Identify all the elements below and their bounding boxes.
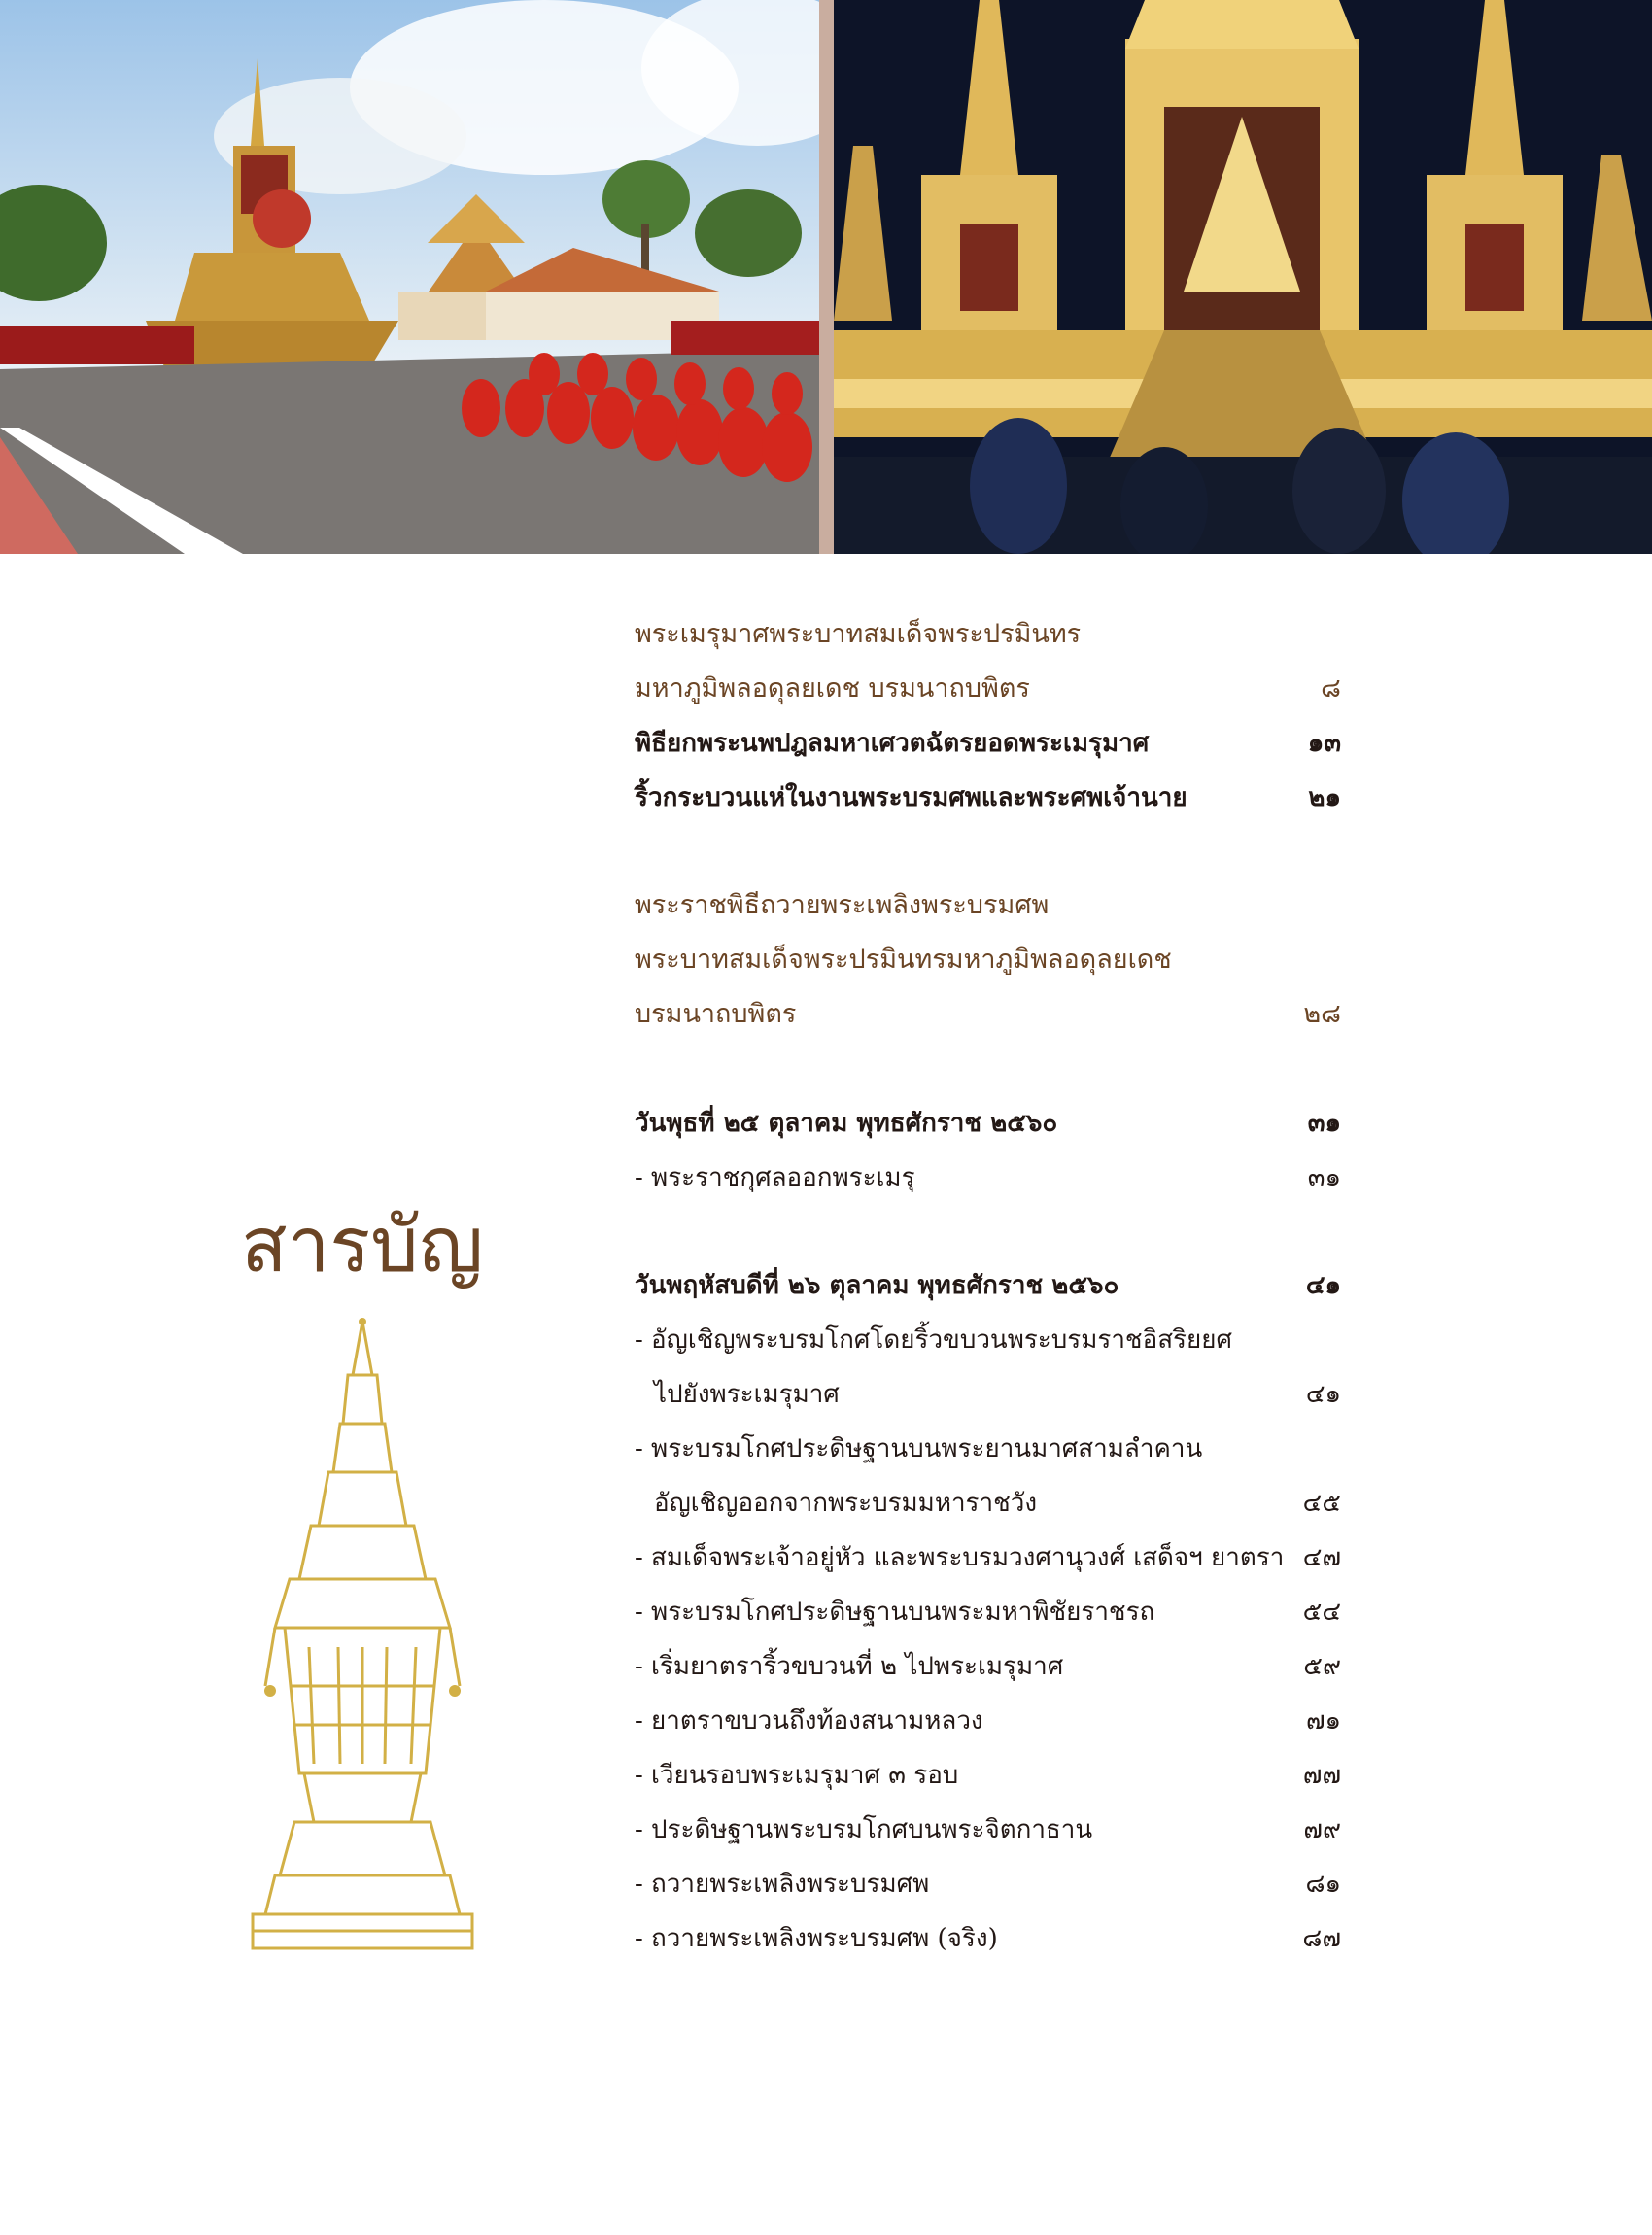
toc-entry[interactable]: วันพฤหัสบดีที่ ๒๖ ตุลาคม พุทธศักราช ๒๕๖๐ ๔๑ bbox=[635, 1271, 1341, 1300]
procession-photo bbox=[0, 0, 819, 554]
toc-entry[interactable]: - เริ่มยาตราริ้วขบวนที่ ๒ ไปพระเมรุมาศ ๕๙ bbox=[635, 1652, 1341, 1681]
toc-entry[interactable]: มหาภูมิพลอดุลยเดช บรมนาถบพิตร ๘ bbox=[635, 673, 1341, 704]
toc-entry[interactable]: - พระบรมโกศประดิษฐานบนพระยานมาศสามลำคาน bbox=[635, 1434, 1203, 1463]
toc-entry[interactable]: พระเมรุมาศพระบาทสมเด็จพระปรมินทร bbox=[635, 619, 1082, 649]
toc-entry[interactable]: - สมเด็จพระเจ้าอยู่หัว และพระบรมวงศานุวงศ์ เสด็จฯ ยาตรา ๔๗ bbox=[635, 1543, 1341, 1572]
toc-entry[interactable]: - ประดิษฐานพระบรมโกศบนพระจิตกาธาน ๗๙ bbox=[635, 1815, 1341, 1844]
table-of-contents bbox=[635, 607, 1341, 1966]
toc-entry[interactable]: พิธียกพระนพปฎลมหาเศวตฉัตรยอดพระเมรุมาศ ๑๓ bbox=[635, 729, 1341, 758]
photo-band bbox=[0, 0, 1652, 554]
toc-entry[interactable]: พระราชพิธีถวายพระเพลิงพระบรมศพ bbox=[635, 890, 1050, 920]
toc-entry[interactable]: - เวียนรอบพระเมรุมาศ ๓ รอบ ๗๗ bbox=[635, 1761, 1341, 1790]
toc-entry[interactable]: - พระบรมโกศประดิษฐานบนพระมหาพิชัยราชรถ ๕๔ bbox=[635, 1598, 1341, 1627]
toc-entry[interactable]: - อัญเชิญพระบรมโกศโดยริ้วขบวนพระบรมราชอิสริยยศ bbox=[635, 1325, 1232, 1355]
page-title: สารบัญ bbox=[241, 1202, 484, 1289]
toc-entry[interactable]: - ถวายพระเพลิงพระบรมศพ (จริง) ๘๗ bbox=[635, 1924, 1341, 1953]
toc-entry[interactable]: ริ้วกระบวนแห่ในงานพระบรมศพและพระศพเจ้านาย ๒๑ bbox=[635, 783, 1341, 812]
toc-entry[interactable]: วันพุธที่ ๒๕ ตุลาคม พุทธศักราช ๒๕๖๐ ๓๑ bbox=[635, 1109, 1341, 1138]
toc-entry[interactable]: พระบาทสมเด็จพระปรมินทรมหาภูมิพลอดุลยเดช bbox=[635, 945, 1172, 975]
toc-entry[interactable]: ไปยังพระเมรุมาศ ๔๑ bbox=[654, 1380, 1341, 1409]
crematorium-night-photo bbox=[834, 0, 1652, 554]
toc-entry[interactable]: บรมนาถบพิตร ๒๘ bbox=[635, 999, 1341, 1029]
toc-entry[interactable]: - ถวายพระเพลิงพระบรมศพ ๘๑ bbox=[635, 1870, 1341, 1899]
toc-entry[interactable]: อัญเชิญออกจากพระบรมมหาราชวัง ๔๕ bbox=[654, 1489, 1341, 1518]
toc-entry[interactable]: - พระราชกุศลออกพระเมรุ ๓๑ bbox=[635, 1163, 1341, 1192]
royal-urn-icon bbox=[251, 1317, 474, 1953]
toc-entry[interactable]: - ยาตราขบวนถึงท้องสนามหลวง ๗๑ bbox=[635, 1706, 1341, 1736]
